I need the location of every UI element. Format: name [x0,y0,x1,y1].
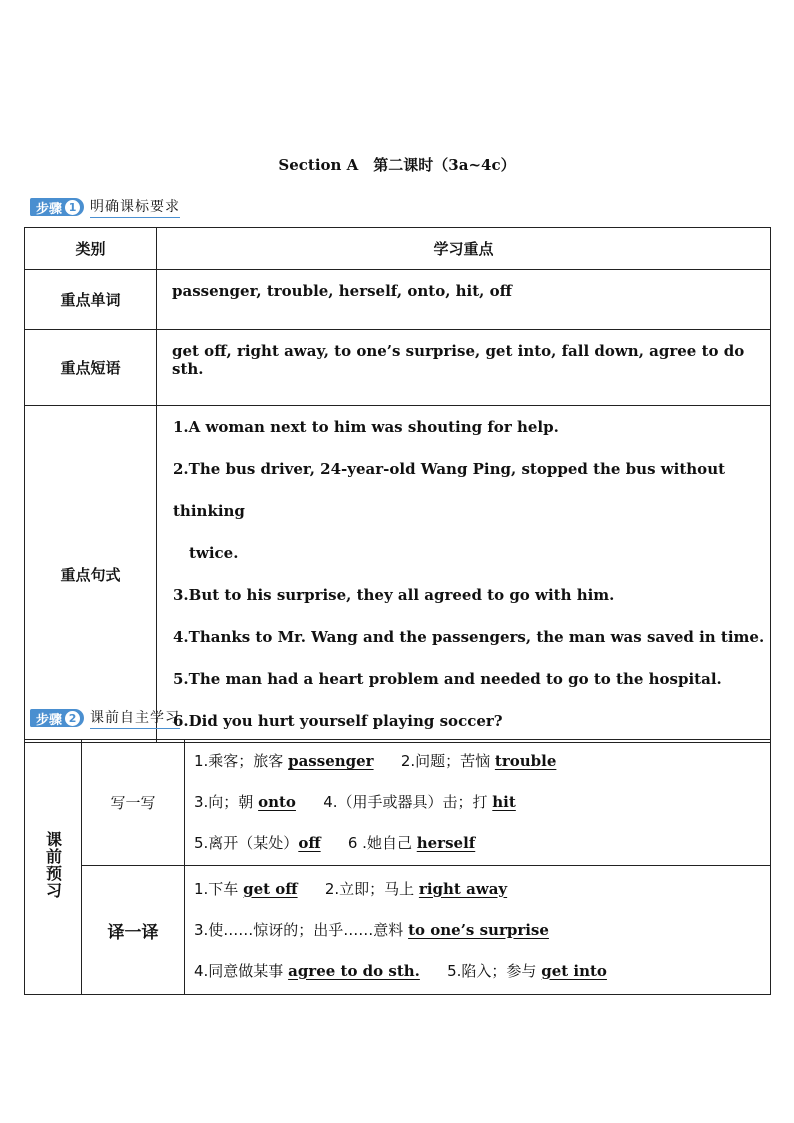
key-phrases-row [25,330,771,406]
vocab-answer: onto [258,793,296,811]
step-number-icon: 2 [65,711,80,726]
phrase-item [447,951,607,992]
vocab-answer: herself [416,834,476,852]
phrase-prompt: 4.同意做某事 [194,961,289,980]
write-row [25,740,771,866]
sentence-item-continuation: twice. [189,544,239,562]
vocab-prompt: 5.离开（某处） [194,834,299,852]
phrase-answer: to one’s surprise [408,920,549,939]
phrase-item [194,951,420,992]
translate-line [186,951,769,992]
key-phrases-content: get off, right away, to one’s surprise, get into, fall down, agree to do sth. [157,330,771,406]
row-label-key-sentences: 重点句式 [25,406,157,743]
column-header-focus: 学习重点 [157,228,771,270]
translate-content [185,866,771,995]
translate-row [25,866,771,995]
vocab-prompt: 1.乘客；旅客 [194,752,289,770]
step-badge [30,709,84,727]
vocab-prompt: 4.（用手或器具）击；打 [323,793,493,811]
key-sentences-row [25,406,771,743]
vocab-item [401,741,557,782]
key-words-row [25,270,771,330]
preview-side-label-text: 课前预习 [43,831,63,899]
translate-line [186,869,769,910]
write-line [186,782,769,823]
step-title: 课前自主学习 [90,707,180,729]
sentence-item: 4.Thanks to Mr. Wang and the passengers, the man was saved in time. [173,628,765,646]
vocab-item [194,782,296,823]
phrase-prompt: 1.下车 [194,879,244,898]
sentence-item: 2.The bus driver, 24-year-old Wang Ping, stopped the bus without thinking [173,460,726,520]
phrase-prompt: 2.立即；马上 [324,879,419,898]
row-label-key-phrases: 重点短语 [25,330,157,406]
preview-table [24,739,771,995]
write-content [185,740,771,866]
vocab-prompt: 2.问题；苦恼 [400,752,495,770]
write-label: 写一写 [82,740,185,866]
step-1-header [30,196,180,218]
vocab-item [348,823,475,864]
vocab-item [323,782,516,823]
phrase-prompt: 3.使……惊讶的；出乎……意料 [194,920,409,939]
phrase-answer: right away [418,879,508,898]
table-header-row [25,228,771,270]
sentence-item: 5.The man had a heart problem and needed to go to the hospital. [173,670,722,688]
step-badge [30,198,84,216]
step-title: 明确课标要求 [90,196,180,218]
step-2-header [30,707,180,729]
column-header-category: 类别 [25,228,157,270]
phrase-answer: get off [243,879,298,898]
step-number-icon: 1 [65,200,80,215]
sentence-item: 3.But to his surprise, they all agreed to go with him. [173,586,615,604]
phrase-prompt: 5.陷入；参与 [447,961,542,980]
translate-line [186,910,769,951]
key-sentences-content [157,406,771,743]
step-badge-label: 步骤 [36,201,63,217]
vocab-prompt: 3.向；朝 [194,793,259,811]
step-badge-label: 步骤 [36,712,63,728]
write-line [186,741,769,782]
preview-side-label [25,740,82,995]
vocab-answer: off [298,834,321,852]
phrase-answer: agree to do sth. [288,961,420,980]
phrase-item [194,869,298,910]
phrase-item [194,910,549,951]
sentence-item: 1.A woman next to him was shouting for help. [173,418,559,436]
row-label-key-words: 重点单词 [25,270,157,330]
vocab-item [194,741,374,782]
phrase-item [325,869,507,910]
vocab-answer: trouble [494,752,557,770]
vocab-answer: passenger [288,752,374,770]
page-title: Section A 第二课时（3a~4c） [278,156,516,174]
phrase-answer: get into [541,961,607,980]
sentence-item: 6.Did you hurt yourself playing soccer? [173,712,503,730]
key-points-table [24,227,771,743]
key-words-content: passenger, trouble, herself, onto, hit, off [157,270,771,330]
vocab-prompt: 6 .她自己 [347,834,417,852]
vocab-answer: hit [492,793,516,811]
write-line [186,823,769,864]
translate-label: 译一译 [82,866,185,995]
vocab-item [194,823,321,864]
